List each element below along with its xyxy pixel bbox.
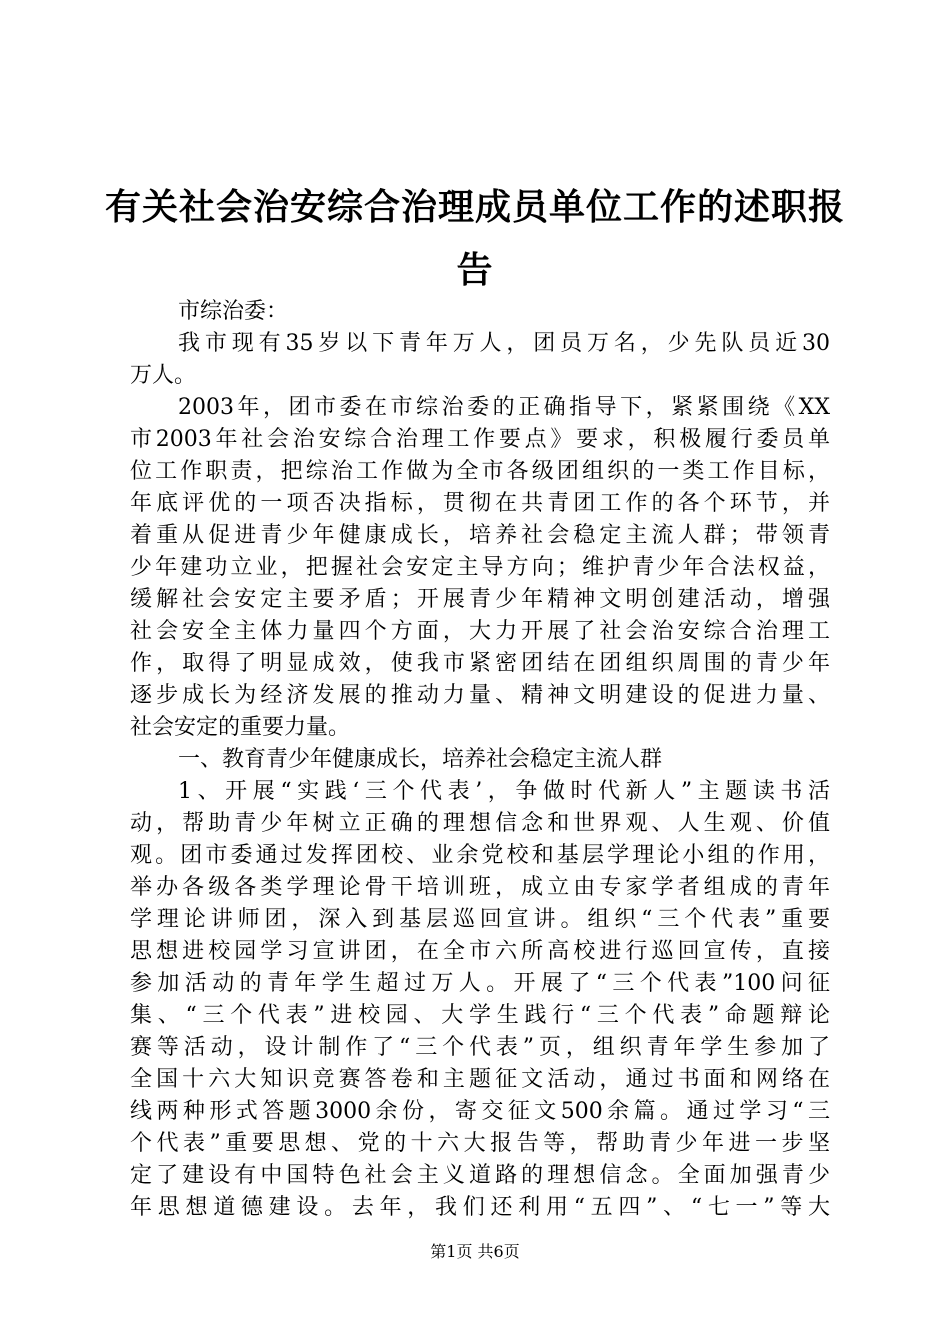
document-title-line-2: 告 bbox=[456, 249, 494, 291]
paragraph-line: 我市现有35岁以下青年万人，团员万名，少先队员近30 bbox=[178, 331, 830, 356]
paragraph-line: 个代表”重要思想、党的十六大报告等，帮助青少年进一步坚 bbox=[130, 1131, 830, 1156]
paragraph-line: 少年建功立业，把握社会安定主导方向；维护青少年合法权益， bbox=[130, 555, 830, 580]
paragraph-line: 思想进校园学习宣讲团，在全市六所高校进行巡回宣传，直接 bbox=[130, 939, 830, 964]
paragraph-line: 动，帮助青少年树立正确的理想信念和世界观、人生观、价值 bbox=[130, 811, 830, 836]
document-body bbox=[130, 296, 830, 1224]
document-title-line-1: 有关社会治安综合治理成员单位工作的述职报 bbox=[104, 186, 845, 228]
paragraph-line: 万人。 bbox=[130, 363, 197, 388]
section-heading: 一、教育青少年健康成长，培养社会稳定主流人群 bbox=[178, 747, 663, 772]
paragraph-line: 年思想道德建设。去年，我们还利用“五四”、“七一”等大 bbox=[130, 1195, 830, 1220]
paragraph-line: 社会安全主体力量四个方面，大力开展了社会治安综合治理工 bbox=[130, 619, 830, 644]
paragraph-line: 观。团市委通过发挥团校、业余党校和基层学理论小组的作用， bbox=[130, 843, 830, 868]
paragraph-line: 着重从促进青少年健康成长，培养社会稳定主流人群；带领青 bbox=[130, 523, 830, 548]
paragraph-line: 全国十六大知识竞赛答卷和主题征文活动，通过书面和网络在 bbox=[130, 1067, 830, 1092]
paragraph-line: 逐步成长为经济发展的推动力量、精神文明建设的促进力量、 bbox=[130, 683, 830, 708]
paragraph-line: 参加活动的青年学生超过万人。开展了“三个代表”100问征 bbox=[130, 971, 830, 996]
paragraph-line: 1、开展“实践‘三个代表’，争做时代新人”主题读书活 bbox=[178, 779, 830, 804]
paragraph-line: 学理论讲师团，深入到基层巡回宣讲。组织“三个代表”重要 bbox=[130, 907, 830, 932]
paragraph-line: 2003年，团市委在市综治委的正确指导下，紧紧围绕《XX bbox=[178, 395, 830, 420]
page-footer: 第1页 共6页 bbox=[430, 1242, 520, 1261]
paragraph-line: 集、“三个代表”进校园、大学生践行“三个代表”命题辩论 bbox=[130, 1003, 830, 1028]
paragraph-line: 位工作职责，把综治工作做为全市各级团组织的一类工作目标， bbox=[130, 459, 830, 484]
paragraph-line: 线两种形式答题3000余份，寄交征文500余篇。通过学习“三 bbox=[130, 1099, 830, 1124]
paragraph-line: 社会安定的重要力量。 bbox=[130, 715, 351, 740]
paragraph-line: 定了建设有中国特色社会主义道路的理想信念。全面加强青少 bbox=[130, 1163, 830, 1188]
paragraph-line: 赛等活动，设计制作了“三个代表”页，组织青年学生参加了 bbox=[130, 1035, 830, 1060]
paragraph-line: 缓解社会安定主要矛盾；开展青少年精神文明创建活动，增强 bbox=[130, 587, 830, 612]
paragraph-line: 作，取得了明显成效，使我市紧密团结在团组织周围的青少年 bbox=[130, 651, 830, 676]
salutation-line: 市综治委： bbox=[178, 299, 289, 324]
paragraph-line: 年底评优的一项否决指标，贯彻在共青团工作的各个环节，并 bbox=[130, 491, 830, 516]
paragraph-line: 市2003年社会治安综合治理工作要点》要求，积极履行委员单 bbox=[130, 427, 830, 452]
paragraph-line: 举办各级各类学理论骨干培训班，成立由专家学者组成的青年 bbox=[130, 875, 830, 900]
